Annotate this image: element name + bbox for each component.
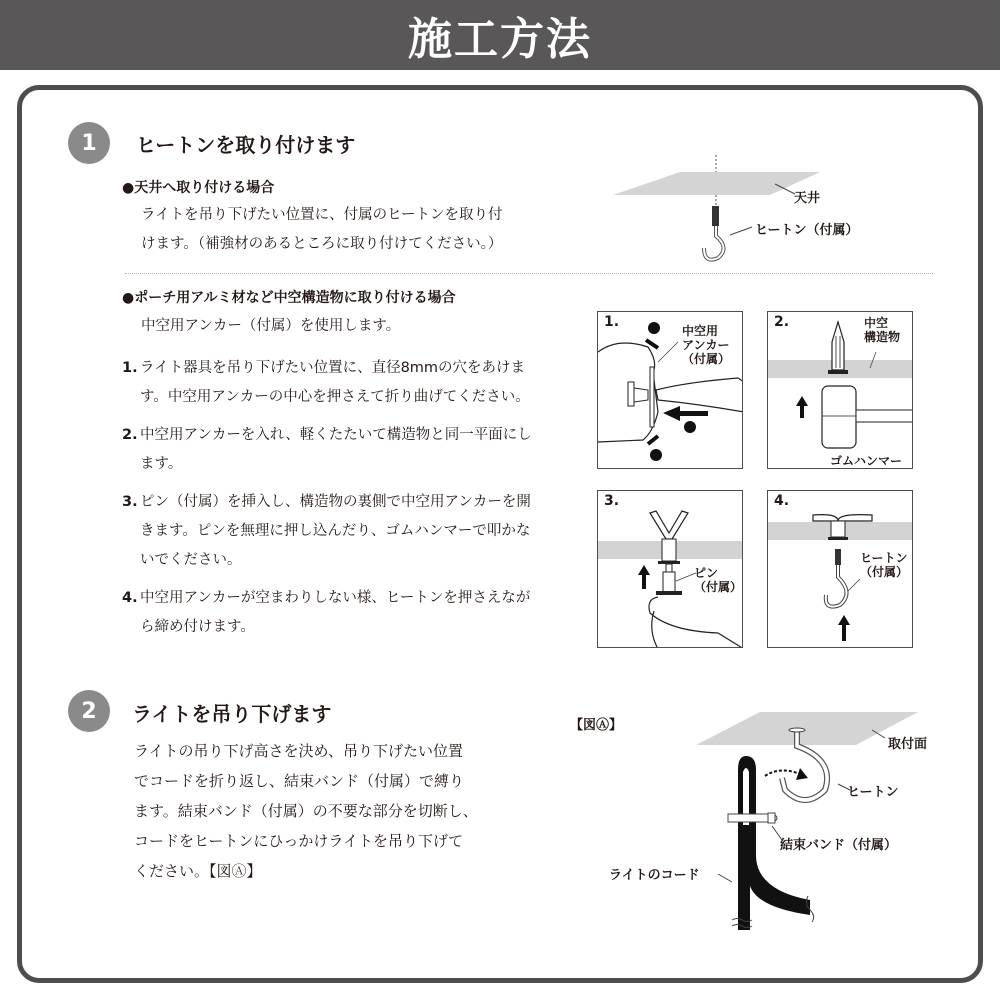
hollow-structure-label: 中空 構造物 xyxy=(864,316,901,344)
item-text: 中空用アンカーが空まわりしない様、ヒートンを押さえながら締め付けます。 xyxy=(140,590,531,635)
list-item xyxy=(122,488,532,575)
hook-label: ヒートン（付属） xyxy=(755,223,859,238)
step-1-title: ヒートンを取り付けます xyxy=(136,133,356,157)
text-line: ください。【図Ⓐ】 xyxy=(134,862,262,880)
figure-number: 3. xyxy=(604,493,620,509)
item-text: 中空用アンカーを入れ、軽くたたいて構造物と同一平面にします。 xyxy=(140,427,532,472)
page-title: 施工方法 xyxy=(408,14,592,65)
figure-2-tap-anchor xyxy=(767,311,913,469)
hook-label: ヒートン xyxy=(847,785,899,800)
ceiling-case-text xyxy=(141,201,502,259)
item-number: 3. xyxy=(122,494,138,510)
text-line: コードをヒートンにひっかけライトを吊り下げて xyxy=(134,832,463,850)
rubber-hammer-label: ゴムハンマー xyxy=(830,454,903,468)
step-1-badge: 1 xyxy=(68,122,110,164)
pin-label: ピン （付属） xyxy=(694,566,743,594)
anchor-label: 中空用 アンカー （付属） xyxy=(682,324,731,366)
item-number: 4. xyxy=(122,590,138,606)
figure-number: 2. xyxy=(774,314,790,330)
text-line: でコードを折り返し、結束バンド（付属）で縛り xyxy=(134,772,465,790)
step-2-text xyxy=(134,736,478,886)
item-number: 2. xyxy=(122,427,138,443)
figure-a-title: 【図Ⓐ】 xyxy=(570,718,623,733)
item-text: ピン（付属）を挿入し、構造物の裏側で中空用アンカーを開きます。ピンを無理に押し込んだり、ゴムハンマーで叩かないでください。 xyxy=(140,494,531,568)
surface-label: 取付面 xyxy=(888,737,928,752)
cord-hanging-illustration xyxy=(560,700,940,950)
text-line: けます。（補強材のあるところに取り付けてください。） xyxy=(141,236,503,252)
item-number: 1. xyxy=(122,360,138,376)
figure-number: 4. xyxy=(774,493,790,509)
list-item xyxy=(122,354,532,412)
ceiling-case-heading: ●天井へ取り付ける場合 xyxy=(122,180,275,196)
band-label: 結束バンド（付属） xyxy=(780,838,898,853)
list-item xyxy=(122,584,532,642)
hook-label: ヒートン （付属） xyxy=(860,551,909,579)
text-line: ライトの吊り下げ高さを決め、吊り下げたい位置 xyxy=(134,742,463,760)
step-2-badge: 2 xyxy=(68,690,110,732)
item-text: ライト器具を吊り下げたい位置に、直径8mmの穴をあけます。中空用アンカーの中心を押さえて折り曲げてください。 xyxy=(140,360,530,405)
cord-label: ライトのコード xyxy=(609,868,700,883)
hollow-steps-list xyxy=(122,354,532,651)
text-line: ます。結束バンド（付属）の不要な部分を切断し、 xyxy=(134,802,478,820)
section-divider xyxy=(125,273,933,274)
figure-3-insert-pin xyxy=(597,490,743,648)
figure-1-fold-anchor xyxy=(597,311,743,469)
hollow-case-heading: ●ポーチ用アルミ材など中空構造物に取り付ける場合 xyxy=(122,290,456,306)
hollow-case-intro: 中空用アンカー（付属）を使用します。 xyxy=(141,318,401,334)
text-line: ライトを吊り下げたい位置に、付属のヒートンを取り付 xyxy=(141,207,503,223)
header-bar xyxy=(0,0,1000,70)
ceiling-label: 天井 xyxy=(794,191,821,206)
ceiling-hook-illustration xyxy=(600,150,940,270)
figure-4-tighten-hook xyxy=(767,490,913,648)
step-2-title: ライトを吊り下げます xyxy=(132,702,332,726)
figure-number: 1. xyxy=(604,314,620,330)
list-item xyxy=(122,421,532,479)
